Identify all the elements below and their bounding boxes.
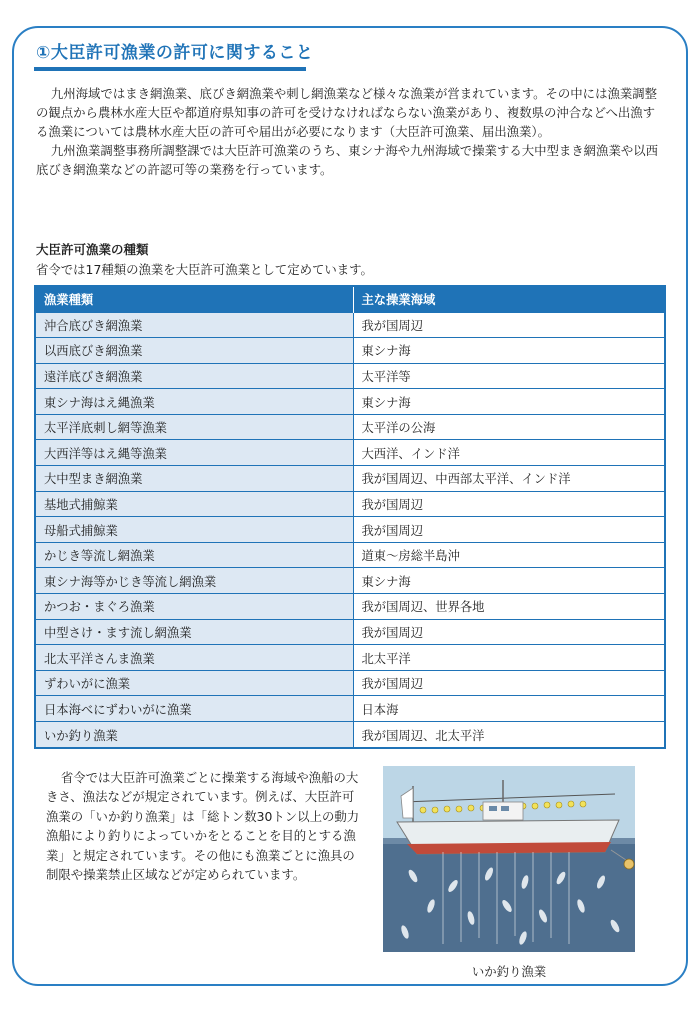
heading-underline bbox=[34, 67, 306, 71]
table-row bbox=[36, 594, 664, 620]
main-area-cell: 大西洋、インド洋 bbox=[353, 440, 664, 466]
main-area-cell: 日本海 bbox=[353, 696, 664, 722]
main-area-cell: 太平洋の公海 bbox=[353, 414, 664, 440]
main-area-cell: 東シナ海 bbox=[353, 568, 664, 594]
fishery-type-cell: 東シナ海はえ縄漁業 bbox=[36, 389, 353, 415]
table-row bbox=[36, 312, 664, 338]
main-area-cell: 我が国周辺 bbox=[353, 491, 664, 517]
regulation-paragraph: 省令では大臣許可漁業ごとに操業する海域や漁船の大きさ、漁法などが規定されています。例えば、大臣許可漁業の「いか釣り漁業」は「総トン数30トン以上の動力漁船により釣りによっていかをとることを目的とする漁業」と規定されています。その他にも漁業ごとに漁具の制限や操業禁止区域などが定められています。 bbox=[46, 770, 360, 883]
fishery-type-cell: 基地式捕鯨業 bbox=[36, 491, 353, 517]
table-row bbox=[36, 722, 664, 748]
fishery-type-cell: 太平洋底刺し網等漁業 bbox=[36, 414, 353, 440]
fishery-type-cell: 母船式捕鯨業 bbox=[36, 517, 353, 543]
main-area-cell: 東シナ海 bbox=[353, 389, 664, 415]
main-area-cell: 我が国周辺 bbox=[353, 619, 664, 645]
main-area-cell: 北太平洋 bbox=[353, 645, 664, 671]
main-area-cell: 我が国周辺、北太平洋 bbox=[353, 722, 664, 748]
main-area-cell: 我が国周辺 bbox=[353, 670, 664, 696]
regulation-text bbox=[46, 768, 364, 884]
table-row bbox=[36, 440, 664, 466]
table-row bbox=[36, 491, 664, 517]
fishery-type-cell: 大中型まき網漁業 bbox=[36, 466, 353, 492]
fishery-type-cell: 大西洋等はえ縄等漁業 bbox=[36, 440, 353, 466]
fishery-type-cell: 以西底びき網漁業 bbox=[36, 338, 353, 364]
fishery-type-cell: 東シナ海等かじき等流し網漁業 bbox=[36, 568, 353, 594]
types-subtitle: 省令では17種類の漁業を大臣許可漁業として定めています。 bbox=[36, 262, 373, 277]
squid-fishing-boat-illustration bbox=[383, 766, 635, 952]
main-area-cell: 我が国周辺 bbox=[353, 517, 664, 543]
table-row bbox=[36, 414, 664, 440]
fishery-type-cell: いか釣り漁業 bbox=[36, 722, 353, 748]
table-header-row bbox=[36, 287, 664, 312]
intro-paragraph-2: 九州漁業調整事務所調整課では大臣許可漁業のうち、東シナ海や九州海域で操業する大中型まき網漁業や以西底びき網漁業などの許認可等の業務を行っています。 bbox=[36, 143, 659, 177]
header-fishery-type: 漁業種類 bbox=[36, 287, 353, 312]
main-area-cell: 太平洋等 bbox=[353, 363, 664, 389]
buoy bbox=[624, 859, 634, 869]
main-area-cell: 我が国周辺 bbox=[353, 312, 664, 338]
table-row bbox=[36, 466, 664, 492]
fishery-type-cell: 沖合底びき網漁業 bbox=[36, 312, 353, 338]
fishery-type-cell: 日本海べにずわいがに漁業 bbox=[36, 696, 353, 722]
main-area-cell: 道東～房総半島沖 bbox=[353, 542, 664, 568]
fishery-type-cell: 遠洋底びき網漁業 bbox=[36, 363, 353, 389]
fishery-type-cell: ずわいがに漁業 bbox=[36, 670, 353, 696]
table-row bbox=[36, 696, 664, 722]
table-row bbox=[36, 389, 664, 415]
fishery-type-cell: 北太平洋さんま漁業 bbox=[36, 645, 353, 671]
table-row bbox=[36, 542, 664, 568]
intro-text bbox=[36, 84, 664, 179]
illustration-caption: いか釣り漁業 bbox=[471, 964, 547, 979]
intro-paragraph-1: 九州海域ではまき網漁業、底びき網漁業や刺し網漁業など様々な漁業が営まれています。その中には漁業調整の観点から農林水産大臣や都道府県知事の許可を受けなければならない漁業があり、複数県の沖合などへ出漁する漁業については農林水産大臣の許可や届出が必要になります（大臣許可漁業、届出漁業）。 bbox=[36, 86, 658, 139]
main-area-cell: 東シナ海 bbox=[353, 338, 664, 364]
fishery-type-cell: かつお・まぐろ漁業 bbox=[36, 594, 353, 620]
table-row bbox=[36, 619, 664, 645]
fishery-types-table bbox=[34, 285, 666, 749]
table-row bbox=[36, 568, 664, 594]
types-title: 大臣許可漁業の種類 bbox=[36, 242, 149, 257]
table-row bbox=[36, 363, 664, 389]
fishery-type-cell: かじき等流し網漁業 bbox=[36, 542, 353, 568]
sea-background bbox=[383, 838, 635, 952]
header-main-area: 主な操業海域 bbox=[353, 287, 664, 312]
table-row bbox=[36, 645, 664, 671]
main-area-cell: 我が国周辺、中西部太平洋、インド洋 bbox=[353, 466, 664, 492]
section-heading: ①大臣許可漁業の許可に関すること bbox=[36, 43, 314, 63]
main-area-cell: 我が国周辺、世界各地 bbox=[353, 594, 664, 620]
table-row bbox=[36, 517, 664, 543]
table-row bbox=[36, 670, 664, 696]
table-row bbox=[36, 338, 664, 364]
fishery-type-cell: 中型さけ・ます流し網漁業 bbox=[36, 619, 353, 645]
